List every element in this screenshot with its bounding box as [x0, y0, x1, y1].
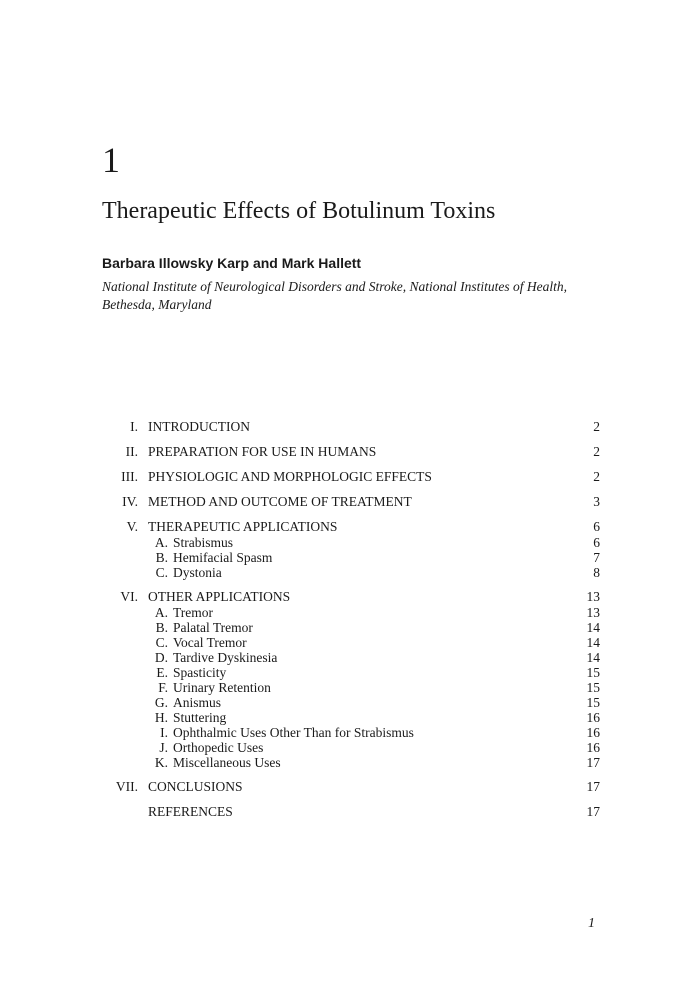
toc-subentry	[100, 635, 600, 650]
toc-sub-letter: E.	[156, 665, 168, 680]
toc-sub-title: Ophthalmic Uses Other Than for Strabismus	[173, 725, 414, 740]
toc-sub-title: Dystonia	[173, 565, 222, 580]
toc-sub-letter: A.	[154, 535, 168, 550]
toc-title: INTRODUCTION	[148, 419, 250, 434]
toc-sub-letter: A.	[154, 605, 168, 620]
toc-page: 13	[586, 589, 600, 604]
toc-sub-page: 15	[586, 665, 600, 680]
toc-sub-page: 15	[586, 695, 600, 710]
toc-sub-letter: B.	[155, 550, 168, 565]
toc-sub-title: Miscellaneous Uses	[173, 755, 281, 770]
toc-section	[100, 779, 600, 795]
toc-subentry	[100, 550, 600, 565]
toc-sub-letter: K.	[154, 755, 168, 770]
page-number: 1	[588, 916, 595, 931]
toc-sub-letter: C.	[155, 565, 168, 580]
toc-sub-letter: H.	[154, 710, 168, 725]
toc-section	[100, 519, 600, 580]
toc-page: 6	[593, 519, 600, 534]
toc-numeral: VII.	[115, 779, 138, 794]
toc-page: 2	[593, 469, 600, 484]
toc-entry	[100, 419, 600, 435]
toc-entry	[100, 519, 600, 535]
toc-sub-page: 14	[586, 635, 600, 650]
toc-sub-title: Palatal Tremor	[173, 620, 253, 635]
toc-entry	[100, 804, 600, 820]
toc-subentry	[100, 565, 600, 580]
toc-subentry	[100, 535, 600, 550]
toc-subentry	[100, 665, 600, 680]
toc-sub-letter: B.	[155, 620, 168, 635]
toc-section	[100, 804, 600, 820]
toc-sub-title: Spasticity	[173, 665, 227, 680]
toc-sub-title: Strabismus	[173, 535, 234, 550]
toc-sub-page: 8	[593, 565, 600, 580]
chapter-title: Therapeutic Effects of Botulinum Toxins	[102, 198, 496, 224]
toc-sub-title: Vocal Tremor	[173, 635, 247, 650]
toc-sub-letter: D.	[154, 650, 168, 665]
toc-subentry	[100, 605, 600, 620]
toc-page: 2	[593, 444, 600, 459]
toc-sub-page: 7	[593, 550, 600, 565]
toc-subentry	[100, 710, 600, 725]
toc-sub-page: 16	[586, 725, 600, 740]
toc-sub-page: 17	[586, 755, 600, 770]
toc-title: CONCLUSIONS	[148, 779, 243, 794]
toc-subentry	[100, 695, 600, 710]
toc-sub-title: Anismus	[173, 695, 222, 710]
toc-subentry	[100, 725, 600, 740]
toc-sub-page: 15	[586, 680, 600, 695]
toc-entry	[100, 779, 600, 795]
toc-sub-title: Hemifacial Spasm	[173, 550, 273, 565]
affiliation: National Institute of Neurological Disorders and Stroke, National Institutes of Health, Bethesda, Maryland	[102, 279, 567, 312]
toc-sub-page: 16	[586, 710, 600, 725]
authors: Barbara Illowsky Karp and Mark Hallett	[102, 255, 362, 271]
toc-entry	[100, 469, 600, 485]
toc-sub-page: 13	[586, 605, 600, 620]
toc-title: PREPARATION FOR USE IN HUMANS	[148, 444, 377, 459]
toc-numeral: IV.	[122, 494, 138, 509]
toc-entry	[100, 494, 600, 510]
toc-numeral: V.	[126, 519, 138, 534]
toc-sub-page: 16	[586, 740, 600, 755]
toc-section	[100, 419, 600, 435]
toc-entry	[100, 589, 600, 605]
toc-sub-page: 6	[593, 535, 600, 550]
toc-subentry	[100, 680, 600, 695]
toc-title: METHOD AND OUTCOME OF TREATMENT	[148, 494, 412, 509]
toc-page: 2	[593, 419, 600, 434]
toc-sub-title: Urinary Retention	[173, 680, 271, 695]
toc-sub-letter: F.	[158, 680, 168, 695]
toc-sub-title: Tardive Dyskinesia	[173, 650, 278, 665]
toc-numeral: II.	[125, 444, 138, 459]
toc-title: THERAPEUTIC APPLICATIONS	[148, 519, 338, 534]
toc-sub-title: Orthopedic Uses	[173, 740, 264, 755]
toc-section	[100, 444, 600, 460]
toc-subentry	[100, 620, 600, 635]
toc-numeral: VI.	[120, 589, 138, 604]
toc-sub-letter: G.	[154, 695, 168, 710]
toc-subentry	[100, 755, 600, 770]
toc-section	[100, 494, 600, 510]
toc-page: 17	[586, 804, 600, 819]
chapter-number: 1	[102, 140, 120, 180]
toc-entry	[100, 444, 600, 460]
toc-numeral: III.	[121, 469, 138, 484]
toc-sub-title: Stuttering	[173, 710, 227, 725]
toc-subentry	[100, 650, 600, 665]
toc-sub-page: 14	[586, 620, 600, 635]
toc-title: OTHER APPLICATIONS	[148, 589, 291, 604]
table-of-contents	[100, 419, 600, 829]
toc-page: 3	[593, 494, 600, 509]
toc-sub-title: Tremor	[173, 605, 214, 620]
toc-section	[100, 589, 600, 770]
toc-section	[100, 469, 600, 485]
toc-page: 17	[586, 779, 600, 794]
toc-subentry	[100, 740, 600, 755]
toc-title: REFERENCES	[148, 804, 233, 819]
toc-sub-letter: C.	[155, 635, 168, 650]
toc-sub-letter: J.	[159, 740, 168, 755]
toc-sub-page: 14	[586, 650, 600, 665]
toc-numeral: I.	[130, 419, 138, 434]
toc-sub-letter: I.	[160, 725, 168, 740]
toc-title: PHYSIOLOGIC AND MORPHOLOGIC EFFECTS	[148, 469, 432, 484]
